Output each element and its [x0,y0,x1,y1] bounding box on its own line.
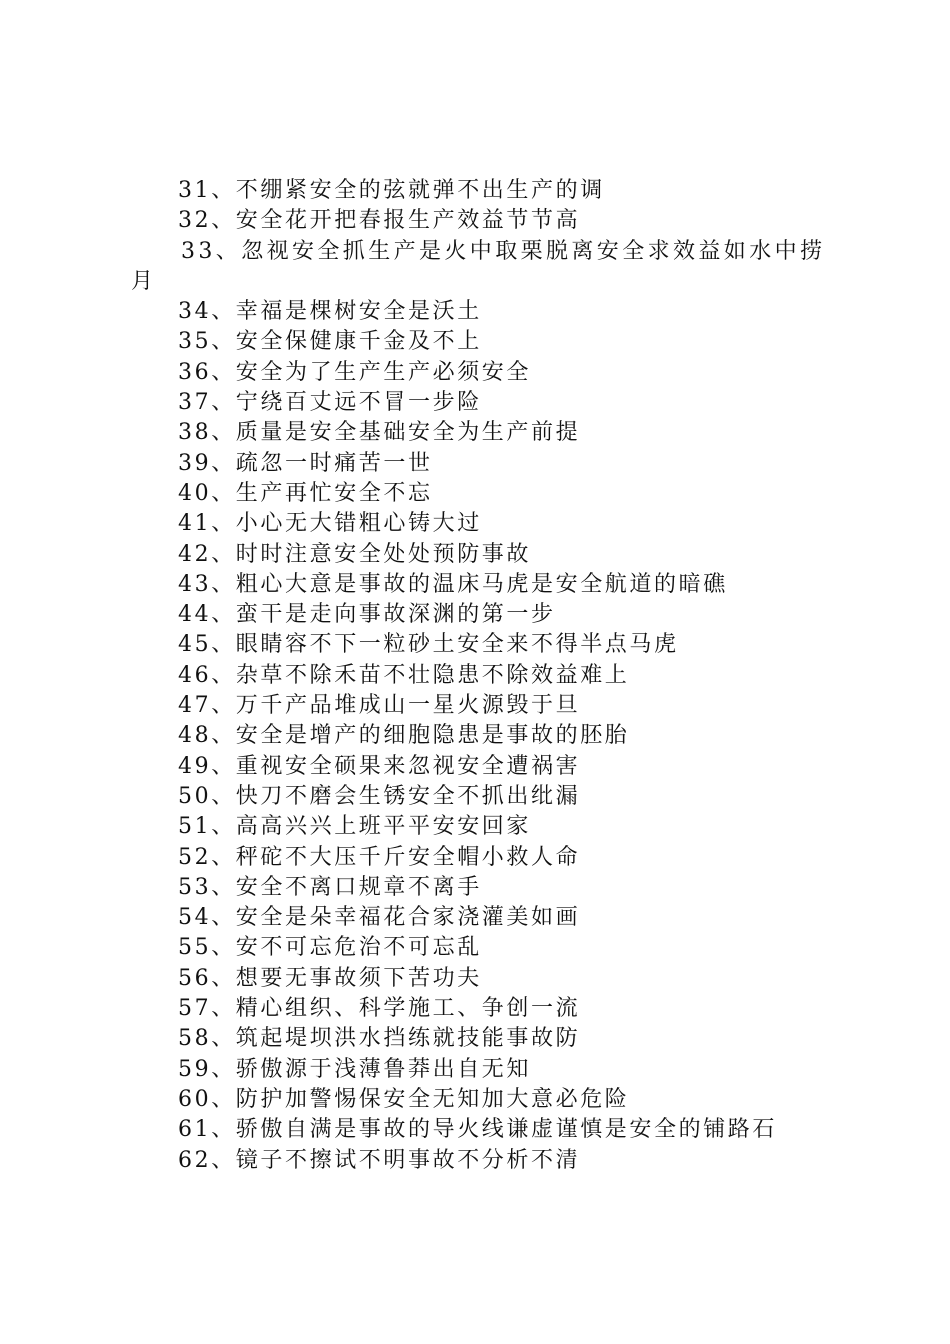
list-item: 52、秤砣不大压千斤安全帽小救人命 [178,844,581,870]
list-item: 62、镜子不擦试不明事故不分析不清 [178,1147,581,1173]
list-item: 34、幸福是棵树安全是沃土 [178,299,482,325]
list-item: 57、精心组织、科学施工、争创一流 [178,996,581,1022]
list-item: 39、疏忽一时痛苦一世 [178,450,433,476]
list-item: 38、质量是安全基础安全为生产前提 [178,420,581,446]
list-item: 59、骄傲源于浅薄鲁莽出自无知 [178,1056,531,1082]
list-item: 40、生产再忙安全不忘 [178,480,433,506]
list-item: 33、忽视安全抓生产是火中取栗脱离安全求效益如水中捞 [181,238,826,264]
slogan-list [131,176,831,1176]
list-item: 44、蛮干是走向事故深渊的第一步 [178,602,556,628]
list-item: 47、万千产品堆成山一星火源毁于旦 [178,693,581,719]
list-item-continuation: 月 [131,268,156,294]
list-item: 55、安不可忘危治不可忘乱 [178,935,482,961]
list-item: 61、骄傲自满是事故的导火线谦虚谨慎是安全的铺路石 [178,1117,777,1143]
list-item: 50、快刀不磨会生锈安全不抓出纰漏 [178,783,581,809]
list-item: 54、安全是朵幸福花合家浇灌美如画 [178,905,581,931]
list-item: 41、小心无大错粗心铸大过 [178,511,482,537]
list-item: 58、筑起堤坝洪水挡练就技能事故防 [178,1026,581,1052]
list-item: 35、安全保健康千金及不上 [178,329,482,355]
list-item: 48、安全是增产的细胞隐患是事故的胚胎 [178,723,630,749]
list-item: 43、粗心大意是事故的温床马虎是安全航道的暗礁 [178,571,728,597]
list-item: 45、眼睛容不下一粒砂土安全来不得半点马虎 [178,632,679,658]
list-item: 51、高高兴兴上班平平安安回家 [178,814,531,840]
list-item: 60、防护加警惕保安全无知加大意必危险 [178,1086,630,1112]
list-item: 31、不绷紧安全的弦就弹不出生产的调 [178,178,605,203]
list-item: 37、宁绕百丈远不冒一步险 [178,390,482,416]
list-item: 46、杂草不除禾苗不壮隐患不除效益难上 [178,662,630,688]
list-item: 56、想要无事故须下苦功夫 [178,965,482,991]
list-item: 36、安全为了生产生产必须安全 [178,359,531,385]
list-item: 53、安全不离口规章不离手 [178,874,482,900]
list-item: 32、安全花开把春报生产效益节节高 [178,208,581,234]
list-item: 49、重视安全硕果来忽视安全遭祸害 [178,753,581,779]
list-item: 42、时时注意安全处处预防事故 [178,541,531,567]
